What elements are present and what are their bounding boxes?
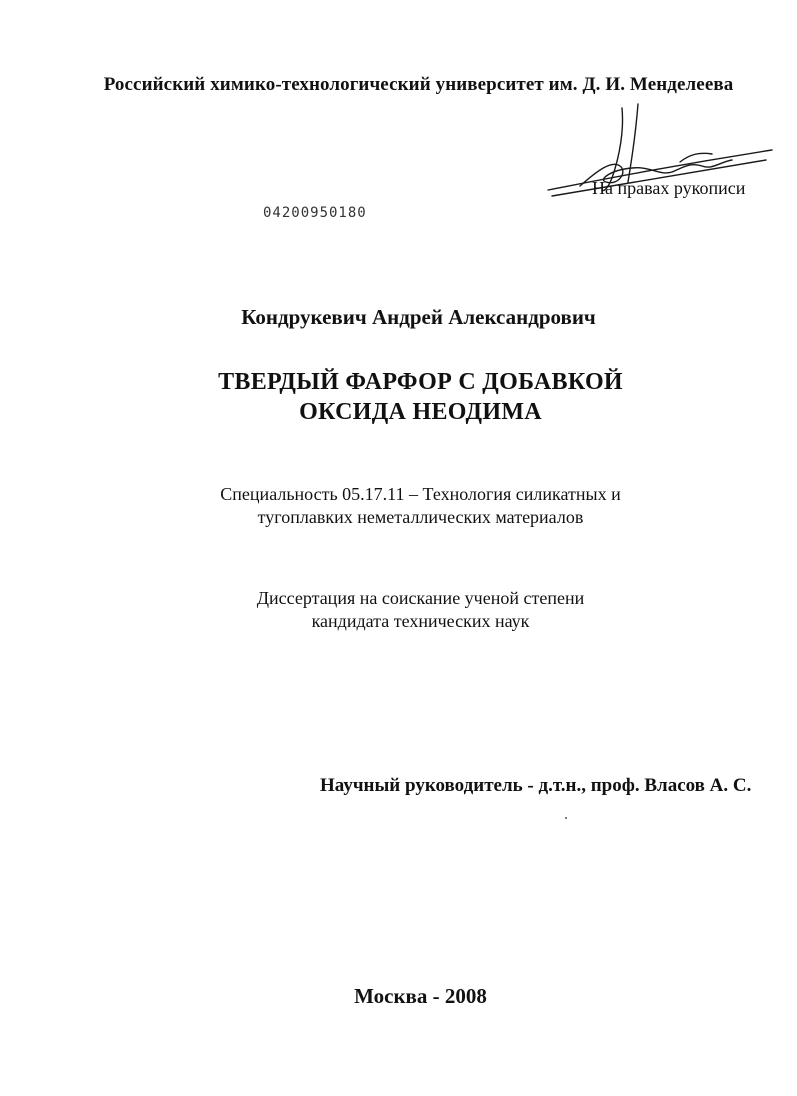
dissertation-degree-line-1: Диссертация на соискание ученой степени (256, 588, 585, 608)
specialty-line-1: Специальность 05.17.11 – Технология силикатных и (220, 484, 621, 504)
dissertation-title-line-1: ТВЕРДЫЙ ФАРФОР С ДОБАВКОЙ (218, 369, 623, 395)
manuscript-note: На правах рукописи (592, 178, 746, 198)
university-name: Российский химико-технологический университет им. Д. И. Менделеева (103, 74, 734, 95)
stray-dot-mark (565, 817, 567, 819)
signature-stroke-2 (628, 104, 638, 182)
scientific-supervisor: Научный руководитель - д.т.н., проф. Власов А. С. (320, 775, 752, 796)
specialty-line-2: тугоплавких неметаллических материалов (257, 507, 584, 527)
dissertation-title-line-2: ОКСИДА НЕОДИМА (299, 399, 542, 425)
dissertation-degree-line-2: кандидата технических наук (311, 611, 530, 631)
city-year: Москва - 2008 (354, 984, 487, 1008)
author-name: Кондрукевич Андрей Александрович (241, 305, 596, 329)
archive-number-stamp: 04200950180 (263, 205, 367, 221)
